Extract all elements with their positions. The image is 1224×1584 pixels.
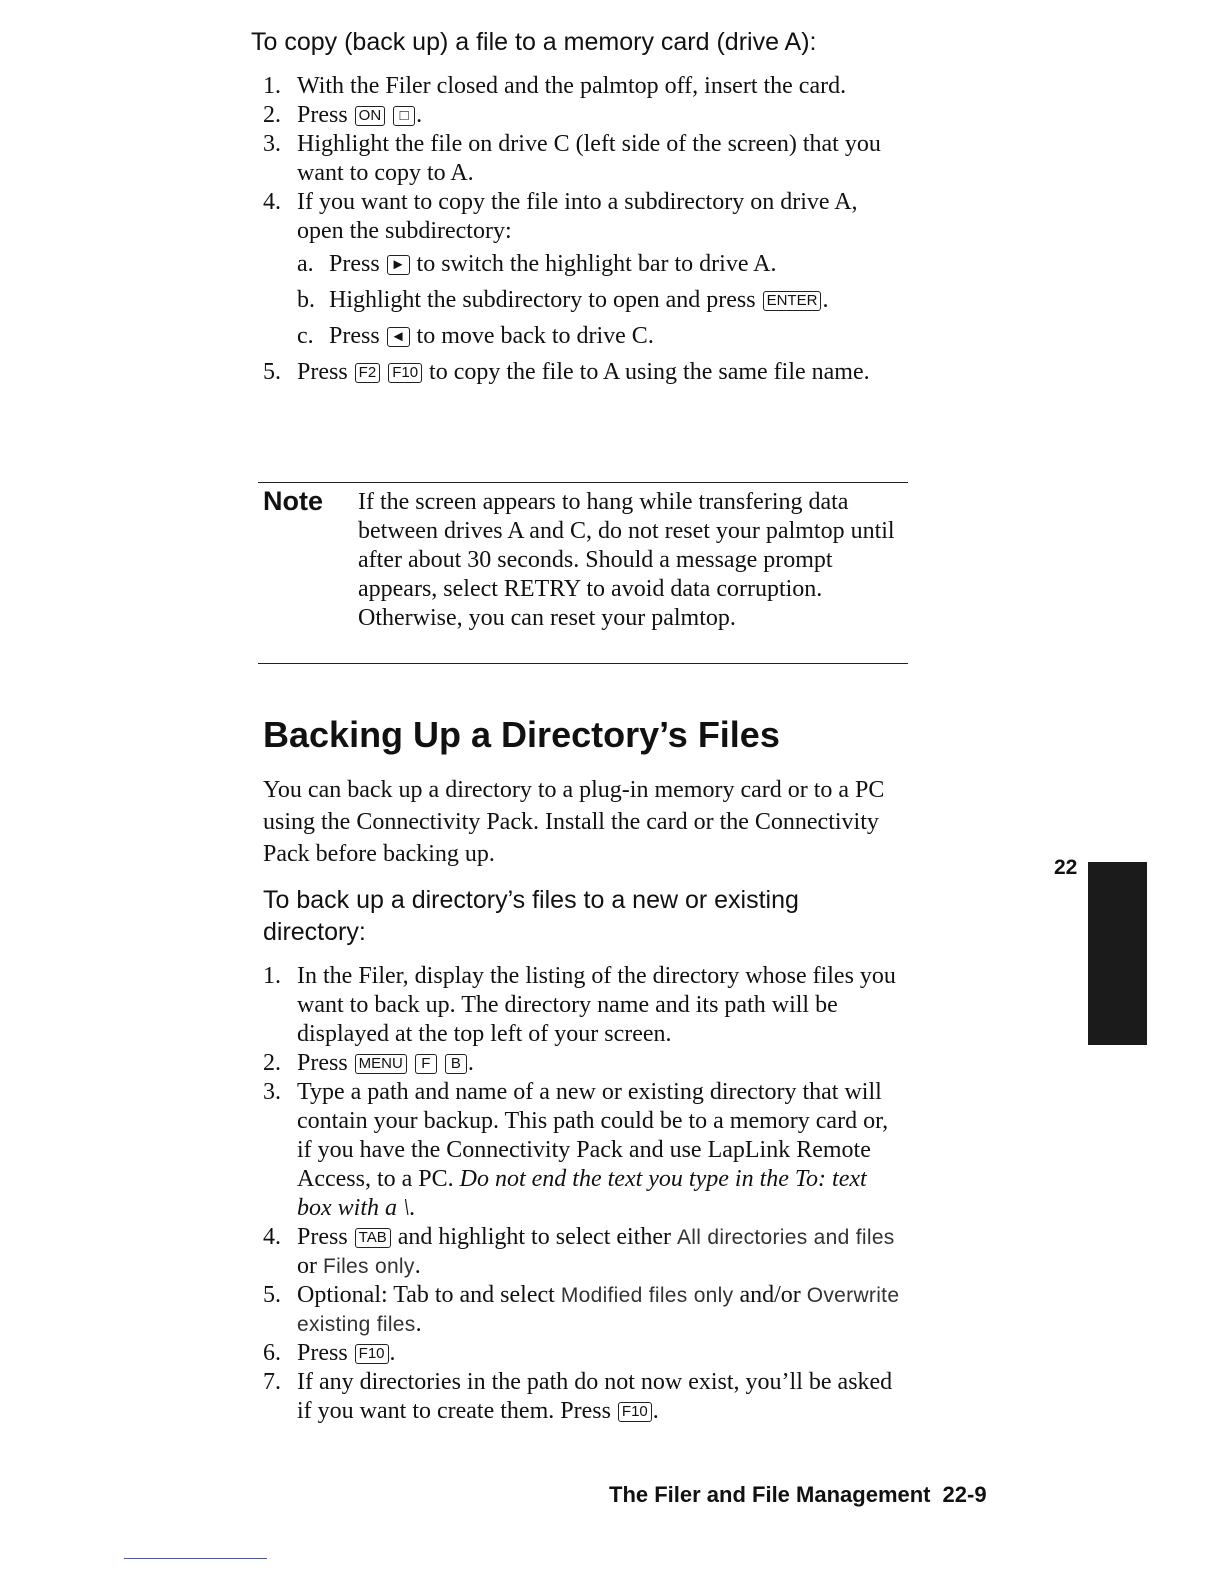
bottom-edge-line: [124, 1558, 267, 1559]
enter-key: ENTER: [763, 291, 822, 311]
section-title: Backing Up a Directory’s Files: [263, 714, 780, 755]
f10-key: F10: [388, 363, 422, 383]
f10-key: F10: [355, 1344, 389, 1364]
list-item: a. Press ► to switch the highlight bar to drive A.: [297, 251, 777, 277]
backup-directory-steps: [263, 962, 903, 1426]
intro-paragraph: You can back up a directory to a plug-in memory card or to a PC using the Connectivity Pack. Install the card or the Connectivity Pack before backing up.: [263, 777, 885, 867]
list-item: 4. Press TAB and highlight to select either All directories and files or Files only.: [263, 1224, 895, 1279]
f-key: F: [415, 1054, 437, 1074]
note-bottom-rule: [258, 663, 908, 664]
note-text: If the screen appears to hang while transfering data between drives A and C, do not reset your palmtop until after about 30 seconds. Should a message prompt appears, select RETRY to avoid data corruption. Otherwise, you can reset your palmtop.: [358, 489, 895, 631]
list-item: 2. Press ON □ .: [263, 102, 423, 128]
filer-key: □: [393, 106, 415, 126]
b-key: B: [445, 1054, 467, 1074]
right-arrow-key: ►: [387, 255, 410, 275]
procedure-heading-backup-directory: To back up a directory’s files to a new or existing directory:: [263, 886, 799, 946]
copy-file-steps: [263, 72, 893, 387]
list-item: 7. If any directories in the path do not now exist, you’ll be asked if you want to create them. Press F10 .: [263, 1369, 893, 1424]
f10-key: F10: [618, 1402, 652, 1422]
list-item: 2. Press MENU F B .: [263, 1050, 474, 1076]
page-footer: [609, 1480, 987, 1510]
left-arrow-key: ◄: [387, 327, 410, 347]
list-item: 6. Press F10 .: [263, 1340, 396, 1366]
list-item: 5. Press F2 F10 to copy the file to A using the same file name.: [263, 359, 870, 385]
menu-key: MENU: [355, 1054, 407, 1074]
page-number: 22-9: [942, 1482, 987, 1507]
list-item: 1. With the Filer closed and the palmtop off, insert the card.: [263, 73, 847, 99]
list-item: 3. Type a path and name of a new or existing directory that will contain your backup. This path could be to a memory card or, if you have the Connectivity Pack and use LapLink Remote Access, to a PC. Do not end the text you type in the To: text box with a \.: [263, 1079, 889, 1221]
list-item: 1. In the Filer, display the listing of the directory whose files you want to back up. The directory name and its path will be displayed at the top left of your screen.: [263, 963, 896, 1047]
list-item: 4. If you want to copy the file into a subdirectory on drive A, open the subdirectory: a. Press ► to switch the highlight bar to drive A. b. Highlight the subdirectory to open and press ENTER . c. Press ◄ to move back to drive C.: [263, 188, 893, 351]
list-item: 5. Optional: Tab to and select Modified files only and/or Overwrite existing files.: [263, 1282, 900, 1337]
sub-steps: [297, 250, 893, 351]
on-key: ON: [355, 106, 386, 126]
chapter-tab-number: 22: [1054, 856, 1078, 879]
footer-chapter-title: The Filer and File Management: [609, 1482, 931, 1507]
procedure-heading-copy-file: To copy (back up) a file to a memory card (drive A):: [251, 28, 817, 56]
list-item: c. Press ◄ to move back to drive C.: [297, 323, 654, 349]
tab-key: TAB: [355, 1228, 391, 1248]
chapter-tab-marker: [1088, 862, 1147, 1045]
list-item: 3. Highlight the file on drive C (left side of the screen) that you want to copy to A.: [263, 131, 881, 186]
note-top-rule: [258, 482, 908, 483]
note-label: Note: [263, 486, 323, 516]
list-item: b. Highlight the subdirectory to open and press ENTER .: [297, 287, 829, 313]
f2-key: F2: [355, 363, 381, 383]
